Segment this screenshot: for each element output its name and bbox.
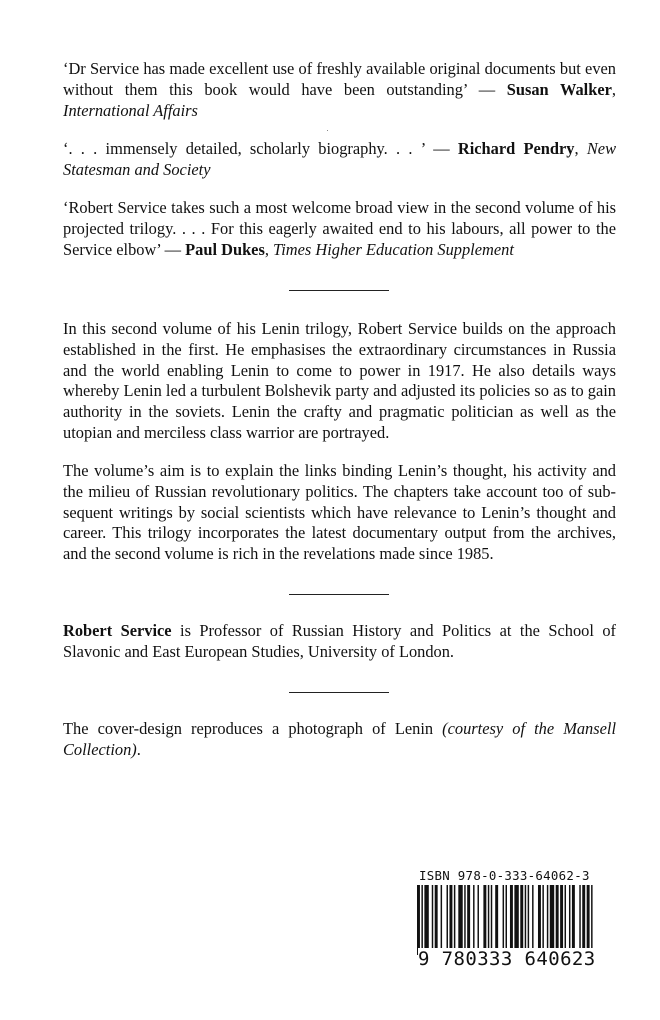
barcode-bar	[520, 885, 523, 955]
barcode-block	[413, 868, 599, 973]
description-paragraph-2: The volume’s aim is to explain the links binding Lenin’s thought, his activity and the milieu of Russian revolutionary politics. The chapters take account too of sub-sequent writings by social scientists which have relevance to Lenin’s thought and career. This trilogy incorporates the latest documentary output from the archives, and the second volume is rich in the revelations made since 1985.	[63, 461, 616, 564]
description-paragraph-1: In this second volume of his Lenin trilogy, Robert Service builds on the approach established in the first. He emphasises the extraordinary circumstances in Russia and the world enabling Lenin to come to power in 1917. He also details ways whereby Lenin led a turbulent Bolshevik party and adjusted its policies so as to gain authority in the soviets. Lenin the crafty and pragmatic politician as well as the utopian and merciless class warrior are portrayed.	[63, 319, 616, 442]
publication-name: Times Higher Education Supplement	[273, 239, 514, 259]
barcode-bar	[447, 885, 448, 955]
barcode-bar	[506, 885, 507, 955]
barcode-bar	[542, 885, 543, 955]
ean-digits: 9 780333 640623	[418, 948, 596, 970]
reviewer-name: Susan Walker	[506, 79, 612, 99]
barcode-bar	[525, 885, 526, 955]
barcode-bar	[467, 885, 470, 955]
barcode-bar	[547, 885, 548, 955]
publication-name: New Statesman and Society	[63, 139, 616, 179]
reviewer-name: Paul Dukes	[185, 239, 265, 259]
review-quote-3: ‘Robert Service takes such a most welcome broad view in the second volume of his projected trilogy. . . . For this eagerly awaited end to his labours, all power to the Service elbow’ — Paul Dukes, Times Higher Education Supplement	[63, 198, 616, 259]
barcode-bar	[417, 885, 420, 955]
isbn-label: ISBN 978-0-333-64062-3	[419, 868, 590, 883]
publication-name: International Affairs	[63, 100, 198, 120]
cover-credit: The cover-design reproduces a photograph of Lenin (courtesy of the Mansell Collection).	[63, 719, 617, 759]
barcode-bar	[449, 885, 452, 955]
barcode-bar	[572, 885, 575, 955]
section-divider	[289, 692, 389, 693]
barcode-bar	[503, 885, 504, 955]
barcode-bar	[483, 885, 486, 955]
section-divider	[289, 290, 389, 291]
print-speck	[327, 130, 328, 131]
barcode-bar	[432, 885, 433, 955]
barcode-bar	[473, 885, 474, 955]
barcode-bar	[556, 885, 559, 955]
barcode-bar	[424, 885, 428, 955]
barcode-bar	[550, 885, 554, 955]
barcode-bar	[528, 885, 529, 955]
reviewer-name: Richard Pendry	[457, 139, 575, 158]
barcode-bar	[569, 885, 570, 955]
barcode-bar	[582, 885, 585, 955]
barcode-bar	[587, 885, 590, 955]
barcode-bar	[454, 885, 455, 955]
barcode-bar	[538, 885, 541, 955]
barcode-bar	[441, 885, 442, 955]
barcode-bar	[464, 885, 465, 955]
author-bio: Robert Service is Professor of Russian History and Politics at the School of Slavonic and East European Studies, University of London.	[63, 621, 616, 661]
barcode-bar	[560, 885, 563, 955]
barcode-bar	[477, 885, 478, 955]
review-quote-2: ‘. . . immensely detailed, scholarly biography. . . ’ — Richard Pendry, New Statesman and Society	[63, 139, 616, 179]
barcode-bar	[495, 885, 498, 955]
barcode-bar	[435, 885, 438, 955]
review-quote-1: ‘Dr Service has made excellent use of freshly available original documents but even without them this book would have been outstanding’ — Susan Walker, International Affairs	[63, 59, 616, 120]
barcode-bar	[488, 885, 489, 955]
section-divider	[289, 594, 389, 595]
barcode-bar	[491, 885, 492, 955]
barcode-bar	[565, 885, 566, 955]
barcode-bar	[514, 885, 518, 955]
barcode-bar	[579, 885, 580, 955]
barcode-bar	[458, 885, 462, 955]
author-name: Robert Service	[63, 621, 172, 640]
barcode-bar	[421, 885, 422, 955]
barcode-bar	[510, 885, 513, 955]
barcode-bar	[532, 885, 533, 955]
barcode-bar	[591, 885, 592, 955]
